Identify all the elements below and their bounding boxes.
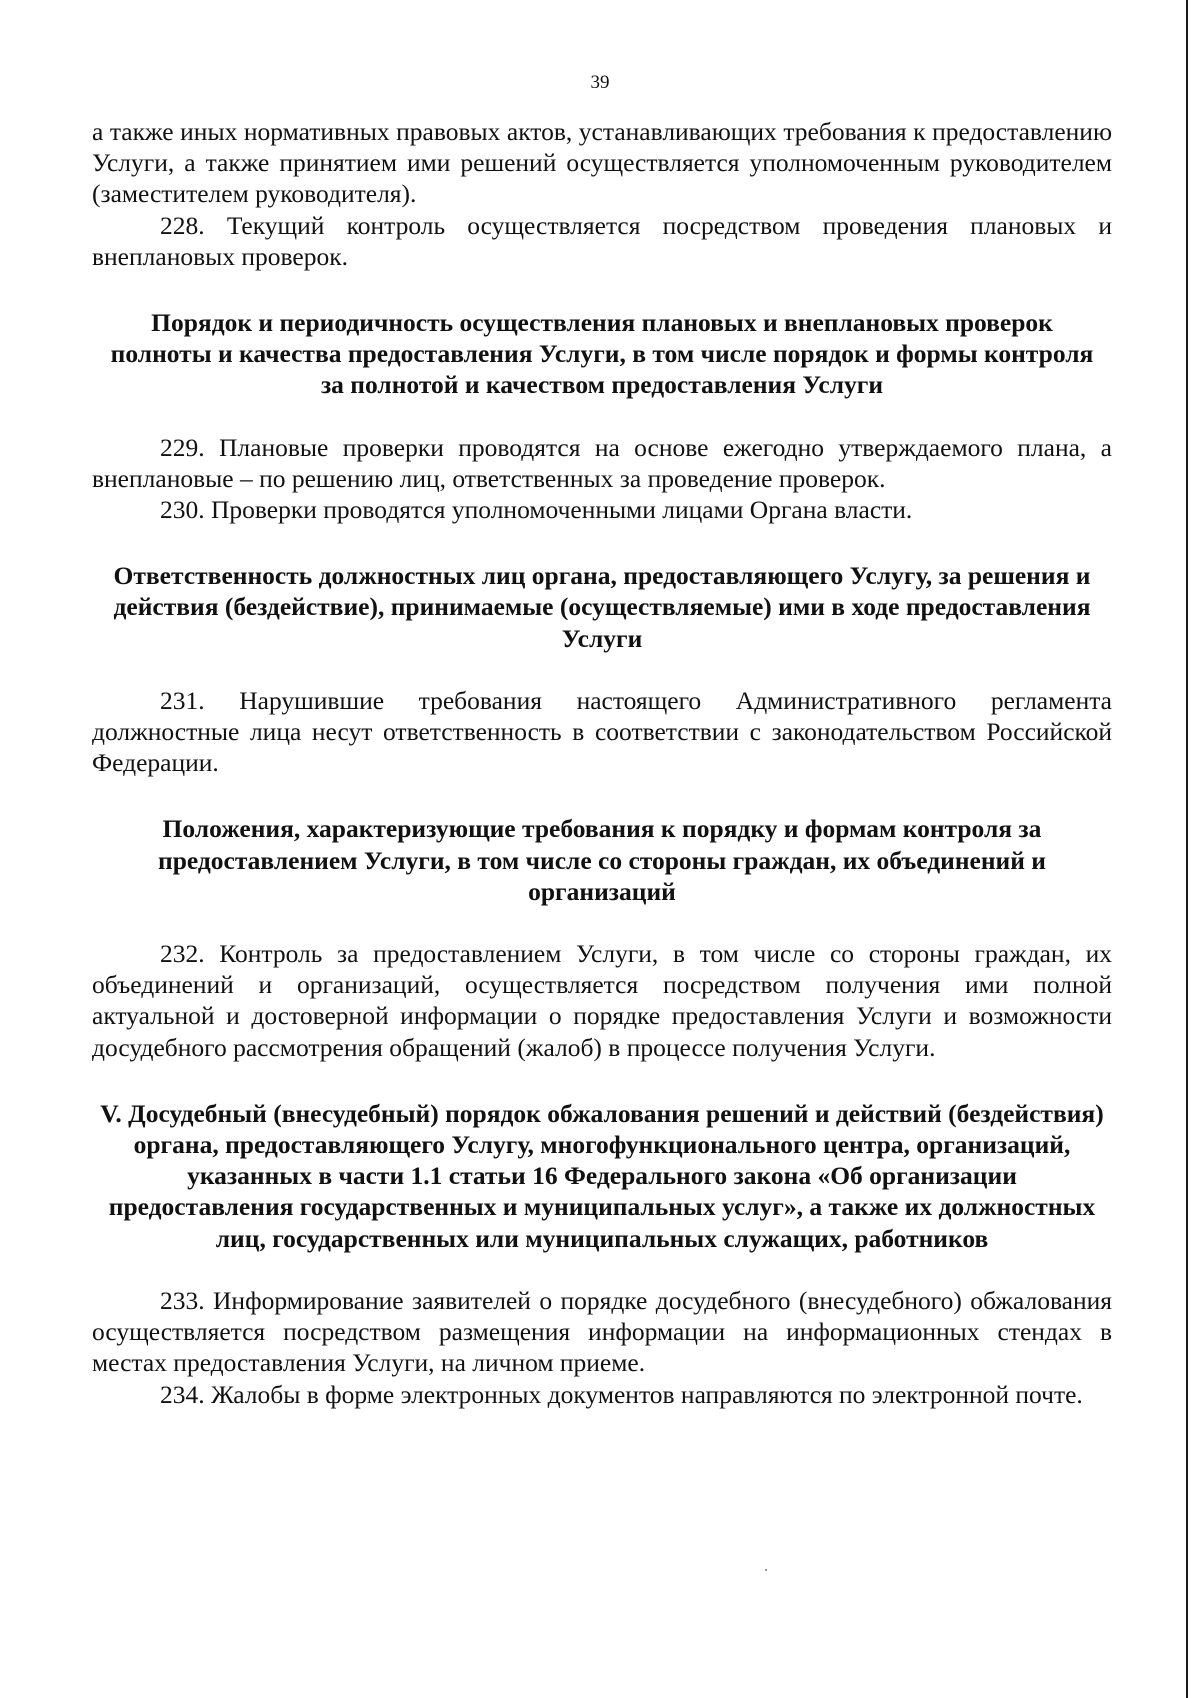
document-body	[92, 116, 1112, 1410]
paragraph-continuation: а также иных нормативных правовых актов, устанавливающих требования к предоставлению Услуги, а также принятием ими решений осуществляется уполномоченным руководителем (заместителем руководителя).	[92, 117, 1112, 209]
paragraph-231: 231. Нарушившие требования настоящего Административного регламента должностные лица несут ответственность в соответствии с законодательством Российской Федерации.	[92, 685, 1112, 778]
chapter-heading-appeal: V. Досудебный (внесудебный) порядок обжалования решений и действий (бездействия) органа, предоставляющего Услугу, многофункционального центра, организаций, указанных в части 1.1 статьи 16 Федерального закона «Об организации предоставления государственных и муниципальных услуг», а также их должностных лиц, государственных или муниципальных служащих, работников	[100, 1098, 1104, 1253]
paragraph-233: 233. Информирование заявителей о порядке досудебного (внесудебного) обжалования осуществляется посредством размещения информации на информационных стендах в местах предоставления Услуги, на личном приеме.	[92, 1285, 1112, 1378]
section-heading-inspections: Порядок и периодичность осуществления плановых и внеплановых проверок полноты и качества предоставления Услуги, в том числе порядок и формы контроля за полнотой и качеством предоставления Услуги	[110, 308, 1094, 400]
paragraph-229: 229. Плановые проверки проводятся на основе ежегодно утверждаемого плана, а внеплановые – по решению лиц, ответственных за проведение проверок.	[92, 432, 1112, 493]
paragraph-234: 234. Жалобы в форме электронных документов направляются по электронной почте.	[160, 1379, 1083, 1409]
page-number: 39	[590, 72, 610, 93]
section-heading-responsibility: Ответственность должностных лиц органа, предоставляющего Услугу, за решения и действия (бездействие), принимаемые (осуществляемые) ими в ходе предоставления Услуги	[113, 561, 1091, 653]
paragraph-232: 232. Контроль за предоставлением Услуги, в том числе со стороны граждан, их объединений и организаций, осуществляется посредством получения ими полной актуальной и достоверной информации о порядке предоставления Услуги и возможности досудебного рассмотрения обращений (жалоб) в процессе получения Услуги.	[92, 939, 1112, 1062]
paragraph-228: 228. Текущий контроль осуществляется посредством проведения плановых и внеплановых проверок.	[92, 210, 1112, 271]
paragraph-230: 230. Проверки проводятся уполномоченными лицами Органа власти.	[160, 495, 913, 525]
scan-speck	[765, 1569, 767, 1571]
page-edge-shadow	[1186, 0, 1188, 1698]
section-heading-control-provisions: Положения, характеризующие требования к порядку и формам контроля за предоставлением Услуги, в том числе со стороны граждан, их объединений и организаций	[158, 814, 1046, 906]
